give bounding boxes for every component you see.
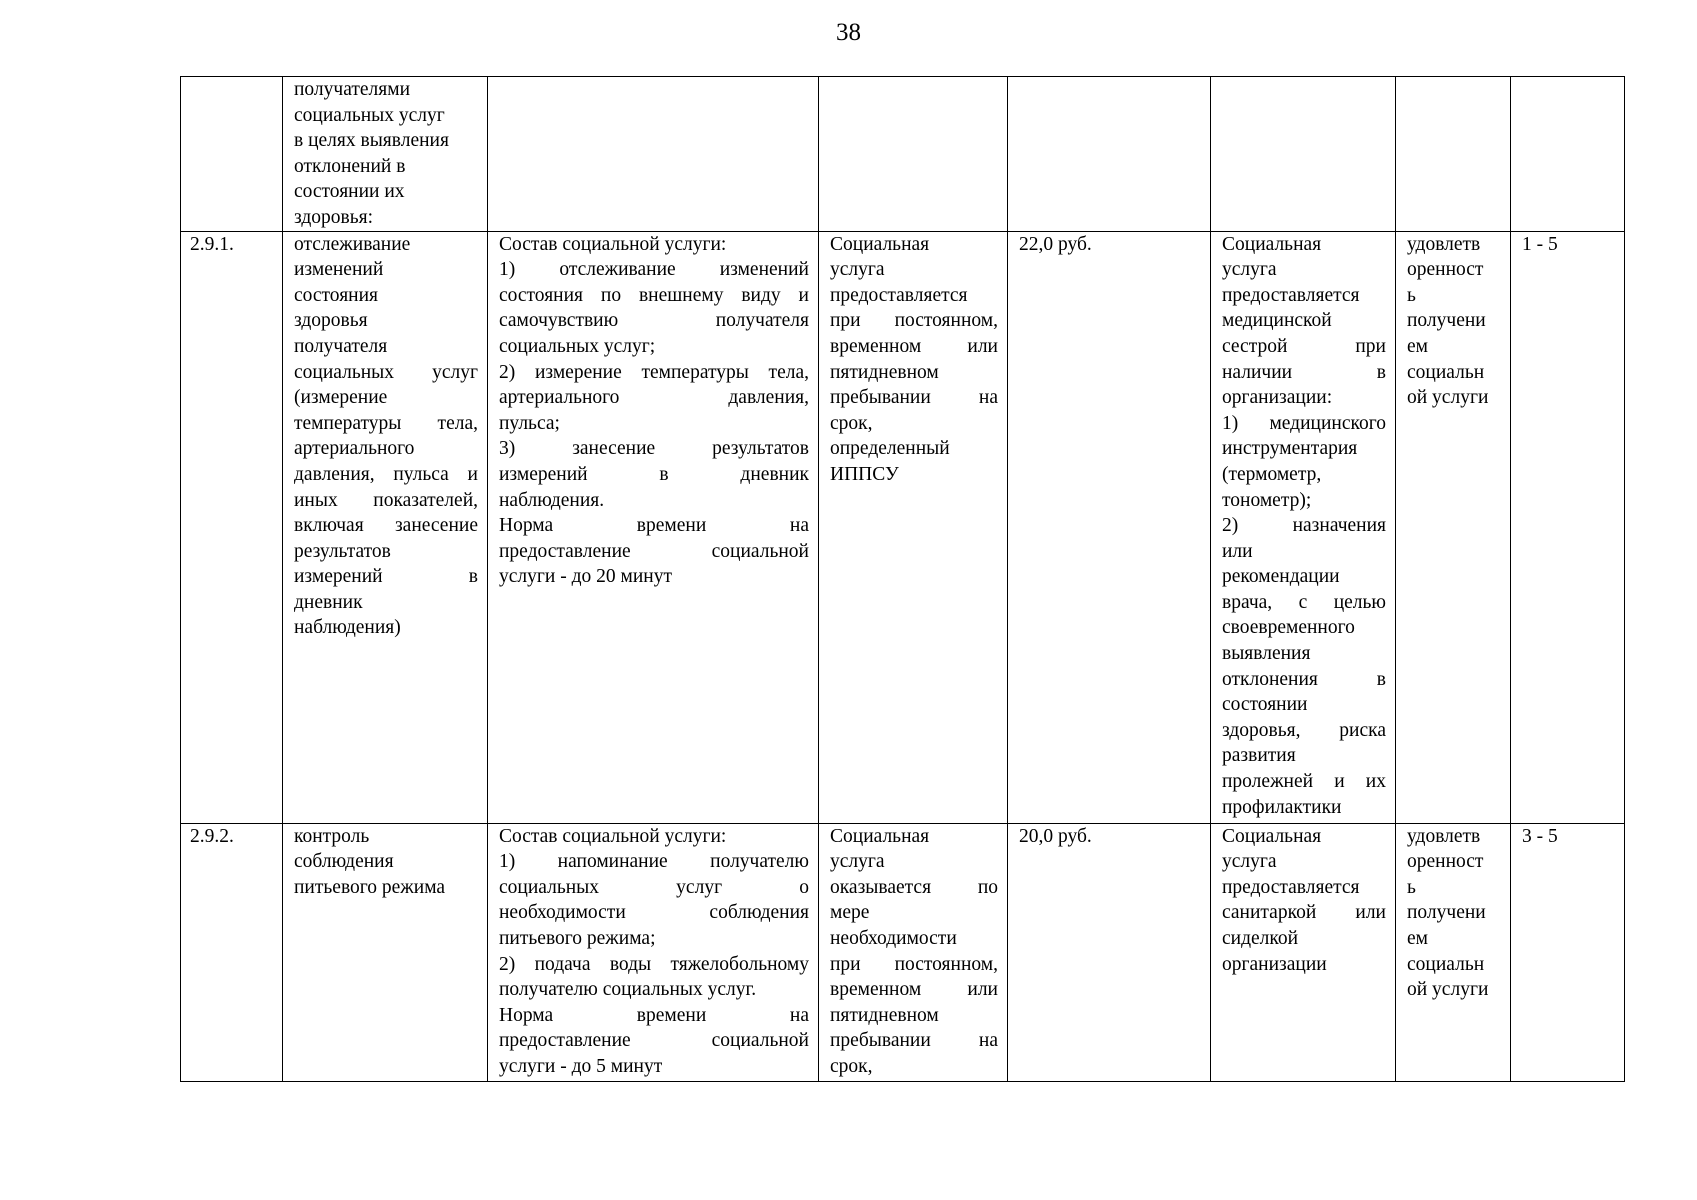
cell-line: соблюдения bbox=[294, 851, 394, 873]
cell-line: оренност bbox=[1407, 259, 1484, 281]
cell-line: наличии в bbox=[1222, 361, 1386, 383]
cell-line: Норма времени на bbox=[499, 515, 809, 537]
cell-line: временном или bbox=[830, 335, 998, 357]
cell-line: 2) назначения bbox=[1222, 515, 1386, 537]
cell-line: получателями bbox=[294, 79, 411, 100]
cell-line: социальных услуг bbox=[294, 361, 478, 383]
cell-line: необходимости bbox=[830, 927, 957, 949]
cell-line: мере bbox=[830, 902, 870, 924]
cell-line: здоровья: bbox=[294, 206, 374, 228]
page-number: 38 bbox=[836, 19, 861, 46]
cell-content bbox=[488, 823, 819, 1081]
cell-line: предоставляется bbox=[830, 284, 968, 306]
cell-line: пятидневном bbox=[830, 1004, 939, 1026]
cell-line: временном или bbox=[830, 979, 998, 1001]
cell-line: инструментария bbox=[1222, 438, 1358, 460]
cell-line: 3) занесение результатов bbox=[499, 438, 809, 460]
cell-quality bbox=[1396, 231, 1511, 823]
cell-line: 1) медицинского bbox=[1222, 412, 1386, 434]
cell-line: удовлетв bbox=[1407, 233, 1481, 255]
cell-line: пульса; bbox=[499, 412, 560, 434]
cell-line: Норма времени на bbox=[499, 1004, 809, 1026]
table-body bbox=[181, 77, 1625, 1082]
cell-line: при постоянном, bbox=[830, 953, 998, 975]
cell-line: 1) отслеживание изменений bbox=[499, 259, 809, 281]
cell-line: в целях выявления bbox=[294, 130, 449, 152]
cell-line: питьевого режима; bbox=[499, 927, 656, 949]
cell-num bbox=[181, 231, 283, 823]
cell-line: ем bbox=[1407, 927, 1428, 949]
cell-name bbox=[283, 823, 488, 1081]
cell-score bbox=[1511, 823, 1625, 1081]
cell-line: срок, bbox=[830, 412, 873, 434]
cell-line: ь bbox=[1407, 876, 1416, 898]
cell-line: удовлетв bbox=[1407, 825, 1481, 847]
cell-line: услуги - до 20 минут bbox=[499, 566, 672, 588]
cell-line: здоровья bbox=[294, 310, 368, 332]
cell-line: услуга bbox=[830, 259, 885, 281]
cell-tariff bbox=[1008, 823, 1211, 1081]
cell-line: социальн bbox=[1407, 361, 1485, 383]
cell-provision bbox=[1211, 231, 1396, 823]
cell-line: услуги - до 5 минут bbox=[499, 1055, 663, 1077]
cell-line: дневник bbox=[294, 591, 363, 613]
cell-line: выявления bbox=[1222, 643, 1311, 665]
cell-line: оренност bbox=[1407, 851, 1484, 873]
cell-score bbox=[1511, 77, 1625, 232]
cell-line: социальных услуг о bbox=[499, 876, 809, 898]
cell-line: своевременного bbox=[1222, 617, 1355, 639]
cell-content bbox=[488, 231, 819, 823]
cell-line: артериального давления, bbox=[499, 387, 809, 409]
cell-line: измерений в bbox=[294, 566, 478, 588]
cell-line: температуры тела, bbox=[294, 412, 478, 434]
cell-line: 2.9.2. bbox=[190, 825, 234, 847]
cell-tariff bbox=[1008, 77, 1211, 232]
cell-line: социальн bbox=[1407, 953, 1485, 975]
cell-line: Социальная bbox=[830, 825, 930, 847]
cell-line: иных показателей, bbox=[294, 489, 478, 511]
cell-line: срок, bbox=[830, 1055, 873, 1077]
cell-conditions bbox=[819, 231, 1008, 823]
cell-line: состояния по внешнему виду и bbox=[499, 284, 809, 306]
cell-line: профилактики bbox=[1222, 796, 1342, 818]
cell-line: предоставляется bbox=[1222, 876, 1360, 898]
cell-line: при постоянном, bbox=[830, 310, 998, 332]
cell-line: включая занесение bbox=[294, 515, 478, 537]
cell-line: услуга bbox=[830, 851, 885, 873]
cell-score bbox=[1511, 231, 1625, 823]
cell-num bbox=[181, 77, 283, 232]
cell-line: тонометр); bbox=[1222, 489, 1312, 511]
cell-line: питьевого режима bbox=[294, 876, 446, 898]
cell-line: развития bbox=[1222, 745, 1296, 767]
cell-line: организации: bbox=[1222, 387, 1333, 409]
cell-conditions bbox=[819, 823, 1008, 1081]
cell-line: предоставление социальной bbox=[499, 540, 809, 562]
cell-quality bbox=[1396, 77, 1511, 232]
cell-line: отслеживание bbox=[294, 233, 411, 255]
cell-line: социальных услуг; bbox=[499, 335, 656, 357]
cell-name bbox=[283, 77, 488, 232]
cell-line: здоровья, риска bbox=[1222, 719, 1386, 741]
cell-line: определенный bbox=[830, 438, 950, 460]
cell-line: санитаркой или bbox=[1222, 902, 1386, 924]
cell-line: врача, с целью bbox=[1222, 591, 1386, 613]
cell-provision bbox=[1211, 823, 1396, 1081]
cell-quality bbox=[1396, 823, 1511, 1081]
cell-line: предоставляется bbox=[1222, 284, 1360, 306]
cell-line: получателю социальных услуг. bbox=[499, 979, 757, 1001]
cell-line: артериального bbox=[294, 438, 415, 460]
cell-line: состоянии их bbox=[294, 181, 405, 203]
cell-line: пребывании на bbox=[830, 1030, 998, 1052]
cell-line: состоянии bbox=[1222, 694, 1308, 716]
table-row-continuation bbox=[181, 77, 1625, 232]
cell-name bbox=[283, 231, 488, 823]
cell-line: пятидневном bbox=[830, 361, 939, 383]
cell-line: организации bbox=[1222, 953, 1327, 975]
cell-line: состояния bbox=[294, 284, 378, 306]
cell-line: наблюдения. bbox=[499, 489, 605, 511]
cell-line: услуга bbox=[1222, 851, 1277, 873]
cell-line: 3 - 5 bbox=[1522, 825, 1558, 847]
cell-line: сиделкой bbox=[1222, 927, 1299, 949]
cell-num bbox=[181, 823, 283, 1081]
cell-line: Состав социальной услуги: bbox=[499, 825, 727, 847]
cell-line: 1 - 5 bbox=[1522, 233, 1558, 255]
cell-line: Социальная bbox=[1222, 233, 1322, 255]
cell-provision bbox=[1211, 77, 1396, 232]
table-row-2-9-2 bbox=[181, 823, 1625, 1081]
cell-line: ем bbox=[1407, 335, 1428, 357]
cell-line: 2) измерение температуры тела, bbox=[499, 361, 809, 383]
cell-line: получателя bbox=[294, 335, 388, 357]
services-table bbox=[180, 76, 1625, 1082]
cell-line: получени bbox=[1407, 902, 1486, 924]
cell-line: получени bbox=[1407, 310, 1486, 332]
cell-line: 22,0 руб. bbox=[1019, 233, 1092, 255]
cell-line: Состав социальной услуги: bbox=[499, 233, 727, 255]
cell-line: Социальная bbox=[1222, 825, 1322, 847]
cell-line: ой услуги bbox=[1407, 979, 1489, 1001]
cell-line: Социальная bbox=[830, 233, 930, 255]
cell-line: пребывании на bbox=[830, 387, 998, 409]
cell-line: сестрой при bbox=[1222, 335, 1386, 357]
cell-line: ИППСУ bbox=[830, 463, 899, 485]
cell-line: услуга bbox=[1222, 259, 1277, 281]
cell-line: (термометр, bbox=[1222, 463, 1322, 485]
cell-line: ь bbox=[1407, 284, 1416, 306]
cell-line: или bbox=[1222, 540, 1253, 562]
cell-line: оказывается по bbox=[830, 876, 998, 898]
cell-line: медицинской bbox=[1222, 310, 1332, 332]
cell-line: давления, пульса и bbox=[294, 463, 478, 485]
cell-line: предоставление социальной bbox=[499, 1030, 809, 1052]
cell-line: 2.9.1. bbox=[190, 233, 234, 255]
table-row-2-9-1 bbox=[181, 231, 1625, 823]
cell-conditions bbox=[819, 77, 1008, 232]
cell-line: контроль bbox=[294, 825, 370, 847]
cell-content bbox=[488, 77, 819, 232]
cell-line: социальных услуг bbox=[294, 104, 445, 126]
cell-line: 20,0 руб. bbox=[1019, 825, 1092, 847]
cell-line: отклонений в bbox=[294, 155, 406, 177]
cell-line: рекомендации bbox=[1222, 566, 1340, 588]
cell-line: необходимости соблюдения bbox=[499, 902, 809, 924]
cell-line: ой услуги bbox=[1407, 387, 1489, 409]
cell-line: отклонения в bbox=[1222, 668, 1386, 690]
cell-line: изменений bbox=[294, 259, 384, 281]
cell-tariff bbox=[1008, 231, 1211, 823]
cell-line: результатов bbox=[294, 540, 391, 562]
cell-line: наблюдения) bbox=[294, 617, 401, 639]
cell-line: (измерение bbox=[294, 387, 388, 409]
cell-line: 1) напоминание получателю bbox=[499, 851, 809, 873]
cell-line: измерений в дневник bbox=[499, 463, 809, 485]
cell-line: самочувствию получателя bbox=[499, 310, 809, 332]
cell-line: 2) подача воды тяжелобольному bbox=[499, 953, 809, 975]
cell-line: пролежней и их bbox=[1222, 771, 1386, 793]
